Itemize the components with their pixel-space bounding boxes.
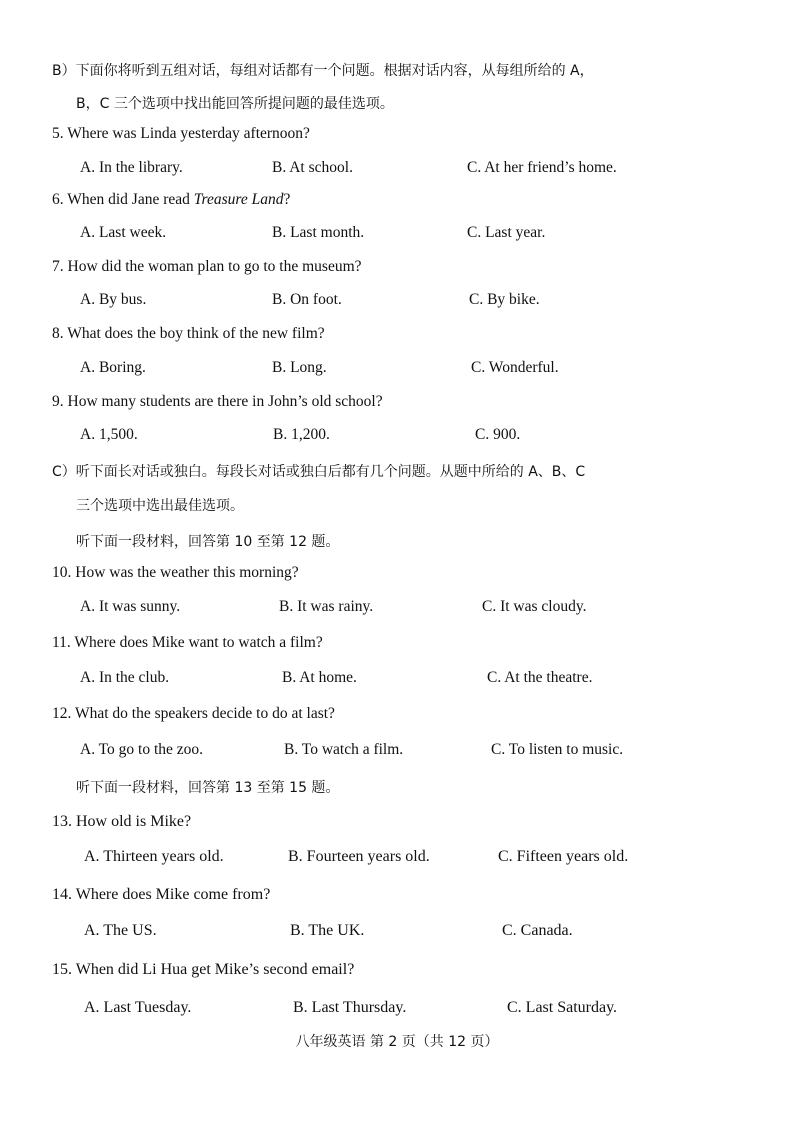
question-8: 8. What does the boy think of the new film? (52, 325, 325, 342)
q11-option-a: A. In the club. (80, 669, 170, 686)
q11-option-c: C. At the theatre. (487, 669, 593, 686)
q5-option-c: C. At her friend’s home. (467, 159, 617, 176)
q8-option-c: C. Wonderful. (471, 359, 559, 376)
q12-option-c: C. To listen to music. (491, 741, 624, 758)
question-5: 5. Where was Linda yesterday afternoon? (52, 125, 310, 142)
question-6-text: 6. When did Jane read (52, 191, 194, 208)
q10-option-c: C. It was cloudy. (482, 598, 587, 615)
q6-option-c: C. Last year. (467, 224, 546, 241)
q15-option-c: C. Last Saturday. (507, 999, 618, 1016)
section-b-instruction-line2: B，C 三个选项中找出能回答所提问题的最佳选项。 (76, 96, 394, 112)
section-c-instruction-line2: 三个选项中选出最佳选项。 (76, 498, 244, 514)
q9-option-b: B. 1,200. (273, 426, 330, 443)
material-instruction-10-12: 听下面一段材料，回答第 10 至第 12 题。 (76, 534, 340, 550)
q15-option-b: B. Last Thursday. (293, 999, 407, 1016)
q13-option-a: A. Thirteen years old. (84, 848, 224, 865)
q7-option-a: A. By bus. (80, 291, 147, 308)
question-14: 14. Where does Mike come from? (52, 886, 271, 903)
page-footer: 八年级英语 第 2 页（共 12 页） (295, 1034, 499, 1050)
q13-option-b: B. Fourteen years old. (288, 848, 430, 865)
q9-option-c: C. 900. (475, 426, 521, 443)
q5-option-b: B. At school. (272, 159, 353, 176)
q11-option-b: B. At home. (282, 669, 357, 686)
q14-option-b: B. The UK. (290, 922, 365, 939)
question-7: 7. How did the woman plan to go to the museum? (52, 258, 362, 275)
q14-option-c: C. Canada. (502, 922, 573, 939)
section-b-instruction-line1: B）下面你将听到五组对话，每组对话都有一个问题。根据对话内容，从每组所给的 A， (52, 63, 594, 79)
q12-option-a: A. To go to the zoo. (80, 741, 204, 758)
q6-option-a: A. Last week. (80, 224, 167, 241)
question-13: 13. How old is Mike? (52, 813, 192, 830)
q10-option-a: A. It was sunny. (80, 598, 181, 615)
q12-option-b: B. To watch a film. (284, 741, 404, 758)
question-9: 9. How many students are there in John’s old school? (52, 393, 383, 410)
question-15: 15. When did Li Hua get Mike’s second email? (52, 961, 355, 978)
q14-option-a: A. The US. (84, 922, 157, 939)
q5-option-a: A. In the library. (80, 159, 183, 176)
question-10: 10. How was the weather this morning? (52, 564, 299, 581)
q7-option-c: C. By bike. (469, 291, 540, 308)
book-title: Treasure Land (193, 191, 284, 208)
material-instruction-13-15: 听下面一段材料，回答第 13 至第 15 题。 (76, 780, 340, 796)
q7-option-b: B. On foot. (272, 291, 342, 308)
question-11: 11. Where does Mike want to watch a film? (52, 634, 323, 651)
q10-option-b: B. It was rainy. (279, 598, 374, 615)
q6-option-b: B. Last month. (272, 224, 365, 241)
q8-option-a: A. Boring. (80, 359, 146, 376)
q9-option-a: A. 1,500. (80, 426, 138, 443)
question-12: 12. What do the speakers decide to do at last? (52, 705, 335, 722)
question-6-mark: ? (283, 191, 291, 208)
q15-option-a: A. Last Tuesday. (84, 999, 192, 1016)
q13-option-c: C. Fifteen years old. (498, 848, 629, 865)
section-c-instruction-line1: C）听下面长对话或独白。每段长对话或独白后都有几个问题。从题中所给的 A、B、C (52, 464, 586, 480)
q8-option-b: B. Long. (272, 359, 327, 376)
question-6 (52, 191, 290, 209)
